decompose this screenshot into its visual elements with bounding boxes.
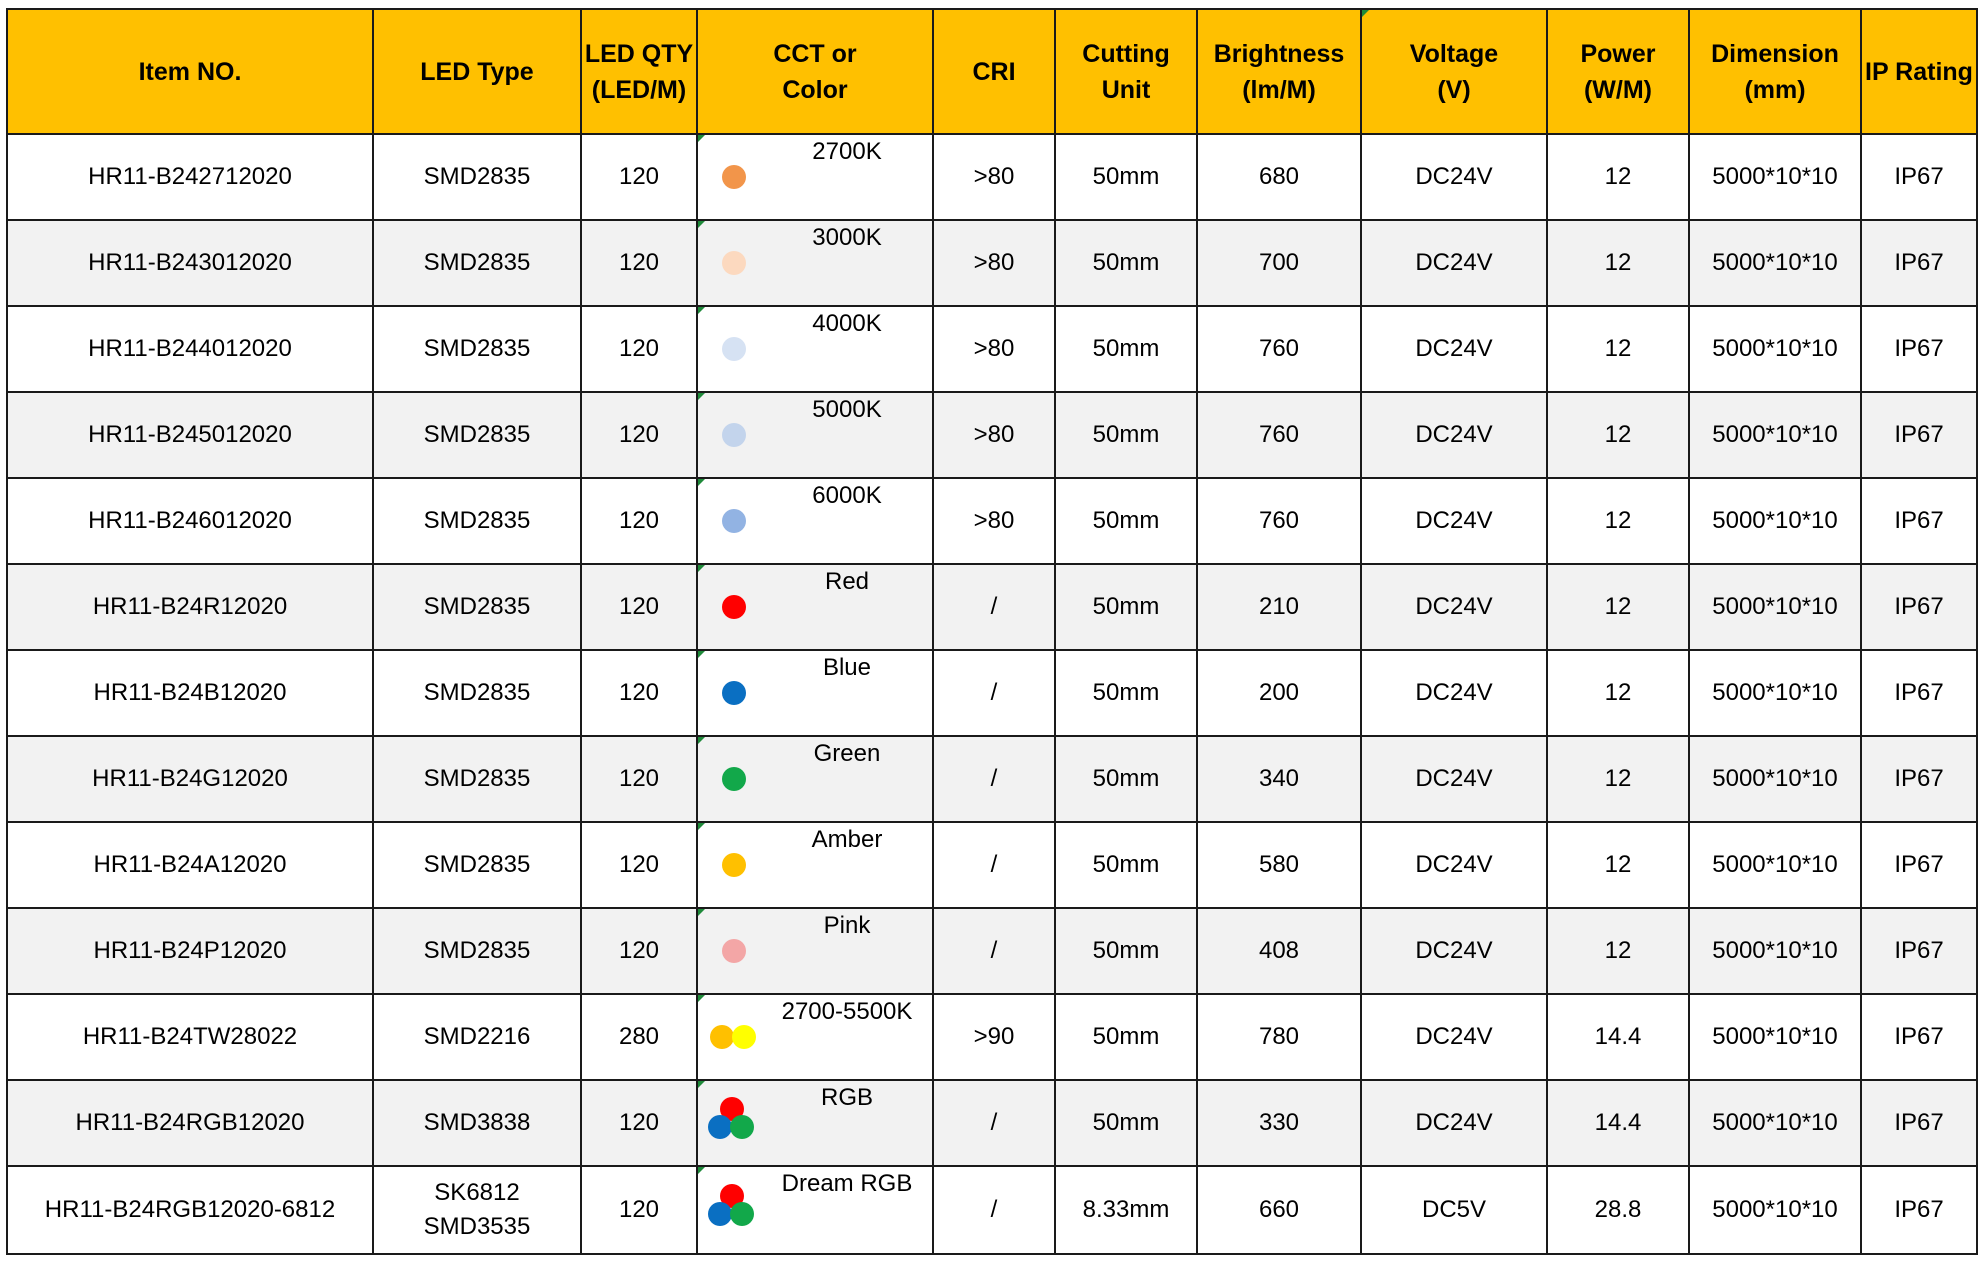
cell-dimension: 5000*10*10 <box>1689 134 1861 220</box>
cell-led-qty: 120 <box>581 1166 697 1254</box>
cell-brightness: 680 <box>1197 134 1361 220</box>
cct-label: 5000K <box>812 396 882 423</box>
cct-label: Blue <box>822 654 872 681</box>
header-cri: CRI <box>933 9 1055 134</box>
cell-led-qty: 120 <box>581 822 697 908</box>
cell-cct-color <box>697 822 933 908</box>
cell-cutting-unit: 8.33mm <box>1055 1166 1197 1254</box>
color-dot-icon <box>732 1025 756 1049</box>
cell-ip-rating: IP67 <box>1861 1080 1977 1166</box>
color-dot-icon <box>710 1025 734 1049</box>
header-item-no: Item NO. <box>7 9 373 134</box>
cell-dimension: 5000*10*10 <box>1689 994 1861 1080</box>
corner-marker <box>1362 10 1369 17</box>
color-swatch-icon <box>706 1009 762 1065</box>
cell-ip-rating: IP67 <box>1861 1166 1977 1254</box>
cell-voltage: DC5V <box>1361 1166 1547 1254</box>
header-led-type: LED Type <box>373 9 581 134</box>
led-type-line: SMD2835 <box>423 765 531 792</box>
table-row <box>7 134 1977 220</box>
cell-cct-color <box>697 1080 933 1166</box>
cell-item-no: HR11-B24R12020 <box>7 564 373 650</box>
cell-cct-color <box>697 994 933 1080</box>
cell-cutting-unit: 50mm <box>1055 478 1197 564</box>
table-row <box>7 1080 1977 1166</box>
cell-cct-color <box>697 134 933 220</box>
table-row <box>7 392 1977 478</box>
cell-cct-color <box>697 564 933 650</box>
cell-item-no: HR11-B243012020 <box>7 220 373 306</box>
cell-voltage: DC24V <box>1361 134 1547 220</box>
header-ip-rating: IP Rating <box>1861 9 1977 134</box>
color-swatch-icon <box>706 149 762 205</box>
led-type-line: SMD2835 <box>423 335 531 362</box>
cell-power: 28.8 <box>1547 1166 1689 1254</box>
cell-cutting-unit: 50mm <box>1055 134 1197 220</box>
color-swatch-icon <box>706 1182 762 1238</box>
cell-dimension: 5000*10*10 <box>1689 908 1861 994</box>
color-dot-icon <box>722 423 746 447</box>
cell-led-type <box>373 650 581 736</box>
led-type-line: SMD2835 <box>423 421 531 448</box>
cell-led-qty: 120 <box>581 478 697 564</box>
cell-ip-rating: IP67 <box>1861 822 1977 908</box>
cell-cct-color <box>697 650 933 736</box>
table-row <box>7 564 1977 650</box>
cell-power: 12 <box>1547 306 1689 392</box>
cell-led-qty: 120 <box>581 736 697 822</box>
cct-label: Dream RGB <box>781 1170 913 1197</box>
cell-dimension: 5000*10*10 <box>1689 1080 1861 1166</box>
color-dot-icon <box>730 1115 754 1139</box>
cell-item-no: HR11-B245012020 <box>7 392 373 478</box>
table-row <box>7 478 1977 564</box>
cell-ip-rating: IP67 <box>1861 908 1977 994</box>
cell-cct-color <box>697 736 933 822</box>
cell-led-qty: 120 <box>581 220 697 306</box>
cct-label: Green <box>813 740 881 767</box>
cell-ip-rating: IP67 <box>1861 134 1977 220</box>
cell-led-type <box>373 908 581 994</box>
led-type-line: SMD2835 <box>423 851 531 878</box>
cell-cutting-unit: 50mm <box>1055 994 1197 1080</box>
table-row <box>7 736 1977 822</box>
cell-voltage: DC24V <box>1361 736 1547 822</box>
cell-voltage: DC24V <box>1361 1080 1547 1166</box>
cell-voltage: DC24V <box>1361 822 1547 908</box>
cell-led-type <box>373 1166 581 1254</box>
cell-cri: >80 <box>933 220 1055 306</box>
color-dot-icon <box>708 1202 732 1226</box>
cell-item-no: HR11-B24A12020 <box>7 822 373 908</box>
cell-ip-rating: IP67 <box>1861 220 1977 306</box>
led-type-line: SMD2835 <box>423 163 531 190</box>
cell-power: 12 <box>1547 564 1689 650</box>
cell-cct-color <box>697 306 933 392</box>
cell-item-no: HR11-B24P12020 <box>7 908 373 994</box>
color-swatch-icon <box>706 923 762 979</box>
cell-cutting-unit: 50mm <box>1055 650 1197 736</box>
cell-cct-color <box>697 1166 933 1254</box>
cct-label: 2700K <box>812 138 882 165</box>
cell-item-no: HR11-B246012020 <box>7 478 373 564</box>
cell-led-type <box>373 1080 581 1166</box>
cell-led-type <box>373 306 581 392</box>
color-swatch-icon <box>706 751 762 807</box>
table-row <box>7 306 1977 392</box>
cell-item-no: HR11-B24B12020 <box>7 650 373 736</box>
table-body <box>7 134 1977 1254</box>
color-dot-icon <box>722 767 746 791</box>
cell-brightness: 660 <box>1197 1166 1361 1254</box>
cell-cri: / <box>933 736 1055 822</box>
cell-led-qty: 120 <box>581 1080 697 1166</box>
color-dot-icon <box>722 853 746 877</box>
cell-cct-color <box>697 478 933 564</box>
cell-cri: / <box>933 650 1055 736</box>
cell-cri: >80 <box>933 306 1055 392</box>
cell-cutting-unit: 50mm <box>1055 220 1197 306</box>
spec-table <box>6 8 1978 1255</box>
cell-item-no: HR11-B24RGB12020 <box>7 1080 373 1166</box>
header-cct-color: CCT or Color <box>697 9 933 134</box>
cell-voltage: DC24V <box>1361 478 1547 564</box>
cell-cutting-unit: 50mm <box>1055 908 1197 994</box>
cell-cutting-unit: 50mm <box>1055 1080 1197 1166</box>
color-swatch-icon <box>706 321 762 377</box>
cell-voltage: DC24V <box>1361 306 1547 392</box>
led-type-line: SMD2835 <box>423 507 531 534</box>
cell-power: 14.4 <box>1547 1080 1689 1166</box>
cell-power: 12 <box>1547 478 1689 564</box>
cell-cri: / <box>933 822 1055 908</box>
led-type-line: SMD2835 <box>423 937 531 964</box>
cell-led-qty: 280 <box>581 994 697 1080</box>
cell-brightness: 780 <box>1197 994 1361 1080</box>
cell-led-qty: 120 <box>581 650 697 736</box>
led-type-line: SMD2835 <box>423 679 531 706</box>
color-dot-icon <box>730 1202 754 1226</box>
led-type-line: SMD2835 <box>423 593 531 620</box>
color-dot-icon <box>722 509 746 533</box>
cell-cri: / <box>933 564 1055 650</box>
cell-cri: >90 <box>933 994 1055 1080</box>
cct-label: 2700-5500K <box>781 998 913 1025</box>
color-swatch-icon <box>706 1095 762 1151</box>
cell-ip-rating: IP67 <box>1861 478 1977 564</box>
cell-power: 14.4 <box>1547 994 1689 1080</box>
cell-led-qty: 120 <box>581 392 697 478</box>
cell-cutting-unit: 50mm <box>1055 736 1197 822</box>
cell-voltage: DC24V <box>1361 392 1547 478</box>
cell-cri: / <box>933 1080 1055 1166</box>
cell-dimension: 5000*10*10 <box>1689 736 1861 822</box>
cell-led-qty: 120 <box>581 134 697 220</box>
table-row <box>7 650 1977 736</box>
led-type-line: SMD3535 <box>423 1213 531 1240</box>
cell-led-type <box>373 564 581 650</box>
cell-power: 12 <box>1547 736 1689 822</box>
cell-cutting-unit: 50mm <box>1055 306 1197 392</box>
cell-brightness: 330 <box>1197 1080 1361 1166</box>
header-power: Power (W/M) <box>1547 9 1689 134</box>
led-type-line: SMD2216 <box>423 1023 531 1050</box>
cell-led-type <box>373 478 581 564</box>
cell-led-qty: 120 <box>581 564 697 650</box>
cell-brightness: 210 <box>1197 564 1361 650</box>
color-swatch-icon <box>706 235 762 291</box>
table-row <box>7 1166 1977 1254</box>
cct-label: Pink <box>823 912 871 939</box>
cell-ip-rating: IP67 <box>1861 564 1977 650</box>
cct-label: Amber <box>811 826 883 853</box>
header-brightness: Brightness (lm/M) <box>1197 9 1361 134</box>
cell-dimension: 5000*10*10 <box>1689 220 1861 306</box>
table-row <box>7 994 1977 1080</box>
header-cutting-unit: Cutting Unit <box>1055 9 1197 134</box>
cell-item-no: HR11-B24TW28022 <box>7 994 373 1080</box>
color-dot-icon <box>722 337 746 361</box>
cell-dimension: 5000*10*10 <box>1689 564 1861 650</box>
color-swatch-icon <box>706 407 762 463</box>
color-dot-icon <box>722 165 746 189</box>
color-swatch-icon <box>706 579 762 635</box>
cct-label: Red <box>824 568 870 595</box>
header-dimension: Dimension (mm) <box>1689 9 1861 134</box>
led-type-line: SK6812 <box>434 1179 520 1206</box>
cell-brightness: 200 <box>1197 650 1361 736</box>
cell-cri: / <box>933 1166 1055 1254</box>
cell-ip-rating: IP67 <box>1861 392 1977 478</box>
cell-voltage: DC24V <box>1361 564 1547 650</box>
cell-led-qty: 120 <box>581 306 697 392</box>
cell-dimension: 5000*10*10 <box>1689 392 1861 478</box>
cell-brightness: 340 <box>1197 736 1361 822</box>
cell-brightness: 408 <box>1197 908 1361 994</box>
cell-brightness: 760 <box>1197 392 1361 478</box>
cell-voltage: DC24V <box>1361 220 1547 306</box>
cell-led-type <box>373 822 581 908</box>
cell-power: 12 <box>1547 822 1689 908</box>
cell-power: 12 <box>1547 220 1689 306</box>
cell-cutting-unit: 50mm <box>1055 564 1197 650</box>
color-dot-icon <box>722 251 746 275</box>
cell-led-type <box>373 736 581 822</box>
cct-label: 6000K <box>812 482 882 509</box>
header-voltage: Voltage (V) <box>1361 9 1547 134</box>
color-dot-icon <box>722 681 746 705</box>
cell-dimension: 5000*10*10 <box>1689 1166 1861 1254</box>
cell-dimension: 5000*10*10 <box>1689 478 1861 564</box>
cell-cct-color <box>697 220 933 306</box>
cell-brightness: 700 <box>1197 220 1361 306</box>
color-dot-icon <box>708 1115 732 1139</box>
cell-led-type <box>373 220 581 306</box>
cell-brightness: 760 <box>1197 478 1361 564</box>
cell-cri: / <box>933 908 1055 994</box>
header-led-qty: LED QTY (LED/M) <box>581 9 697 134</box>
cell-cutting-unit: 50mm <box>1055 392 1197 478</box>
cell-item-no: HR11-B244012020 <box>7 306 373 392</box>
cell-dimension: 5000*10*10 <box>1689 822 1861 908</box>
cell-led-type <box>373 994 581 1080</box>
color-swatch-icon <box>706 837 762 893</box>
cell-ip-rating: IP67 <box>1861 736 1977 822</box>
cell-brightness: 580 <box>1197 822 1361 908</box>
cell-power: 12 <box>1547 908 1689 994</box>
cell-power: 12 <box>1547 650 1689 736</box>
table-row <box>7 220 1977 306</box>
cell-cri: >80 <box>933 134 1055 220</box>
cell-item-no: HR11-B24G12020 <box>7 736 373 822</box>
color-dot-icon <box>722 939 746 963</box>
cell-led-qty: 120 <box>581 908 697 994</box>
cell-voltage: DC24V <box>1361 908 1547 994</box>
cell-item-no: HR11-B24RGB12020-6812 <box>7 1166 373 1254</box>
header-row <box>7 9 1977 134</box>
color-swatch-icon <box>706 493 762 549</box>
cell-voltage: DC24V <box>1361 994 1547 1080</box>
cell-cri: >80 <box>933 392 1055 478</box>
led-type-line: SMD3838 <box>423 1109 531 1136</box>
cell-led-type <box>373 134 581 220</box>
cell-brightness: 760 <box>1197 306 1361 392</box>
cell-cri: >80 <box>933 478 1055 564</box>
cct-label: 3000K <box>812 224 882 251</box>
cell-led-type <box>373 392 581 478</box>
cell-ip-rating: IP67 <box>1861 650 1977 736</box>
cell-power: 12 <box>1547 392 1689 478</box>
color-swatch-icon <box>706 665 762 721</box>
cell-power: 12 <box>1547 134 1689 220</box>
cell-dimension: 5000*10*10 <box>1689 306 1861 392</box>
table-row <box>7 822 1977 908</box>
cct-label: RGB <box>820 1084 873 1111</box>
cell-ip-rating: IP67 <box>1861 994 1977 1080</box>
led-type-line: SMD2835 <box>423 249 531 276</box>
table-row <box>7 908 1977 994</box>
cell-cutting-unit: 50mm <box>1055 822 1197 908</box>
cct-label: 4000K <box>812 310 882 337</box>
cell-voltage: DC24V <box>1361 650 1547 736</box>
cell-dimension: 5000*10*10 <box>1689 650 1861 736</box>
cell-ip-rating: IP67 <box>1861 306 1977 392</box>
color-dot-icon <box>722 595 746 619</box>
cell-cct-color <box>697 908 933 994</box>
cell-cct-color <box>697 392 933 478</box>
cell-item-no: HR11-B242712020 <box>7 134 373 220</box>
